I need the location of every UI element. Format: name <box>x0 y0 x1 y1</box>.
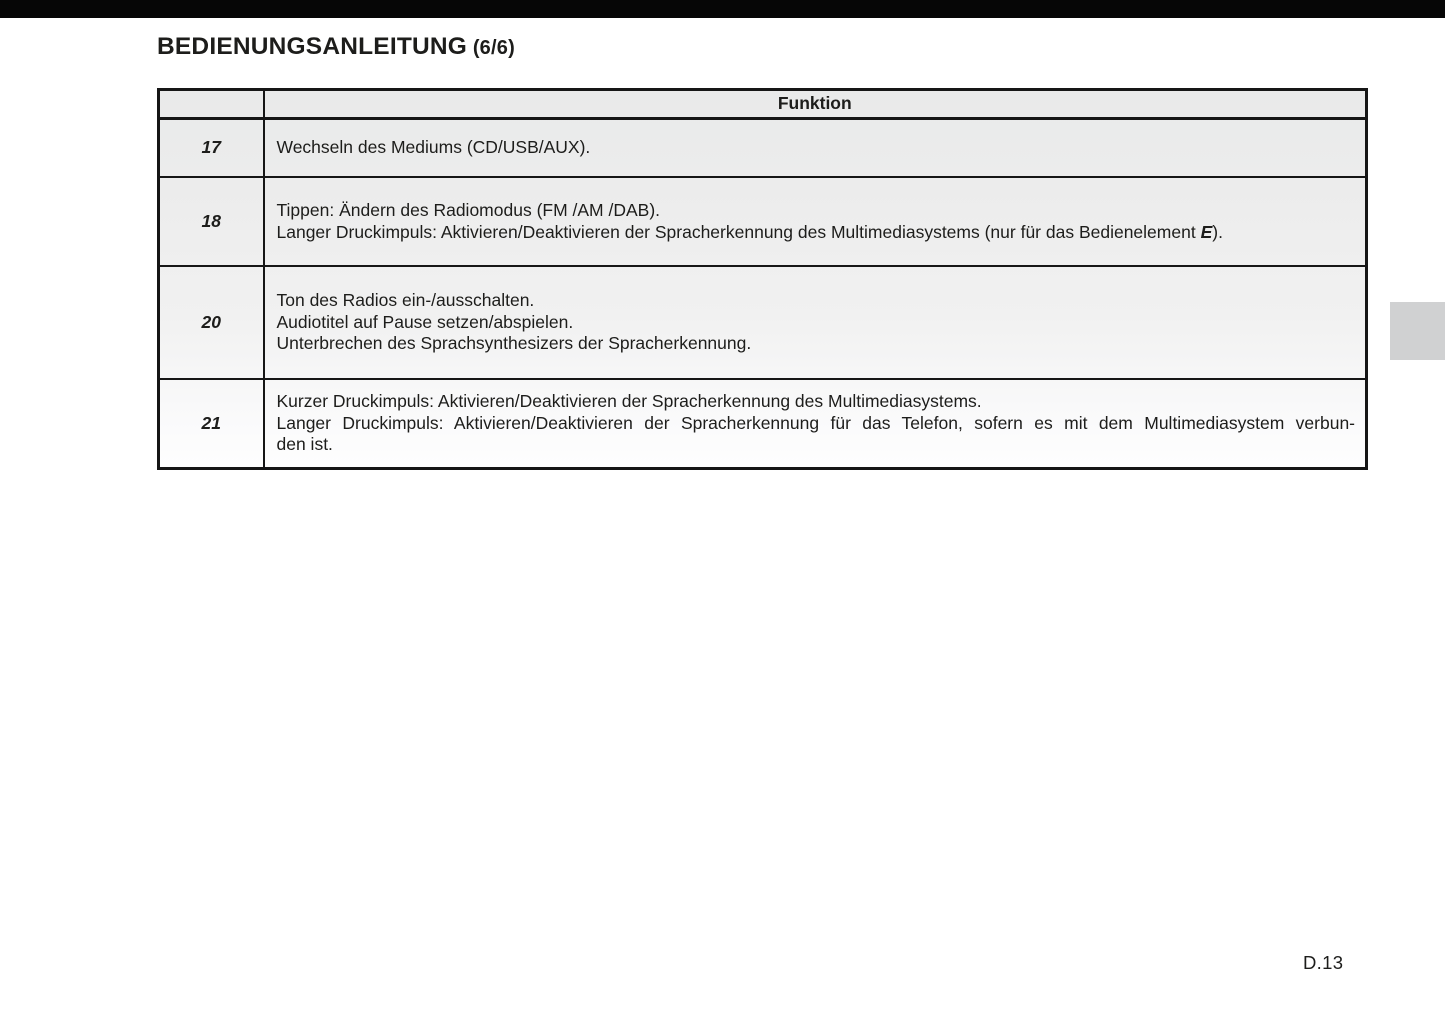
function-text-line: Kurzer Druckimpuls: Aktivieren/Deaktivieren der Spracherkennung des Multimediasystems. <box>276 391 982 411</box>
control-label-e: E <box>1200 221 1213 242</box>
row-number: 21 <box>159 379 264 468</box>
row-function-cell <box>264 177 1367 266</box>
page-title-counter: (6/6) <box>467 37 515 59</box>
function-text-line: Wechseln des Mediums (CD/USB/AUX). <box>276 137 591 157</box>
row-function-cell <box>264 379 1367 468</box>
function-text-line <box>277 222 1356 244</box>
table-row <box>159 118 1367 177</box>
function-text-line: Tippen: Ändern des Radiomodus (FM /AM /DAB). <box>276 200 661 220</box>
row-number: 17 <box>159 118 264 177</box>
header-cell-empty <box>159 90 264 119</box>
function-table <box>157 88 1368 470</box>
table-header-row <box>159 90 1367 119</box>
table-row <box>159 177 1367 266</box>
page-number: D.13 <box>1303 952 1344 973</box>
function-text-line: Audiotitel auf Pause setzen/abspielen. <box>276 311 574 332</box>
row-number: 20 <box>159 266 264 379</box>
table-row <box>159 379 1367 468</box>
function-text-segment: ). <box>1212 221 1223 242</box>
page-top-scan-bar <box>0 0 1445 18</box>
function-text-line: den ist. <box>276 434 333 454</box>
function-text-segment: Langer Druckimpuls: Aktivieren/Deaktivieren der Spracherkennung des Multimediasystems (nur für das Bedienelement <box>276 221 1201 242</box>
function-text-line: Ton des Radios ein-/ausschalten. <box>276 290 535 311</box>
row-function-cell <box>264 266 1367 379</box>
page-title <box>157 33 515 61</box>
header-cell-funktion: Funktion <box>264 90 1367 119</box>
table-row <box>159 266 1367 379</box>
section-thumb-tab <box>1390 302 1445 360</box>
page-title-text: BEDIENUNGSANLEITUNG <box>157 33 468 60</box>
row-number: 18 <box>159 177 264 266</box>
function-text-line: Unterbrechen des Sprachsynthesizers der Spracherkennung. <box>276 333 752 354</box>
row-function-cell <box>264 118 1367 177</box>
function-text-line: Langer Druckimpuls: Aktivieren/Deaktivieren der Spracherkennung für das Telefon, sofern es mit dem Multimediasystem verbun- <box>276 412 1355 433</box>
